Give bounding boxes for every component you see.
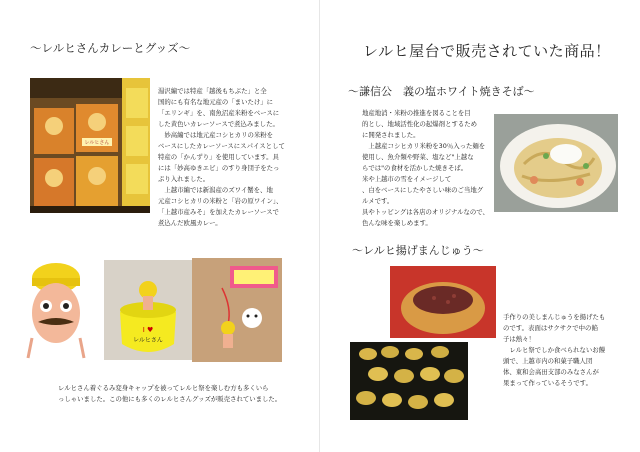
goods-description: レルヒさん着ぐるみ変身キャップを被ってレルヒ祭を楽しむ方も多くいら っしゃいました。この他にも多くのレルヒさんグッズが販売されていました。: [58, 384, 282, 403]
yakisoba-heading: ～謙信公 義の塩ホワイト焼きそば～: [348, 85, 535, 98]
egg-cup-photo: [104, 260, 192, 360]
egg-logo-bottom: レルヒさん: [133, 337, 163, 344]
product-box-label: レルヒさん: [84, 140, 110, 146]
manju-heading: ～レルヒ揚げまんじゅう～: [352, 244, 484, 257]
manju-cut-photo: [390, 266, 496, 338]
right-heading: レルヒ屋台で販売されていた商品！: [363, 42, 611, 60]
curry-boxes-photo: [30, 78, 150, 213]
strap-photo: [192, 258, 282, 362]
egg-logo-top: I ♥: [142, 326, 154, 334]
manju-description: 手作りの美しまんじゅうを揚げたも のです。表面はサクサクで中の餡 子は熱々！ レルヒ祭でしか食べられないお饅 頭で、上越市内の和菓子職人団 体、東和会高田支部のみなさんが 果まって作っているそうです。: [503, 313, 606, 387]
left-heading: ～レルヒさんカレーとグッズ～: [30, 41, 191, 55]
manju-frying-photo: [350, 342, 468, 420]
costume-cap-photo: [18, 258, 94, 362]
curry-description: 湯沢編では特産「越後もちぶた」と全 国的にも有名な地元産の「まいたけ」に 「エリンギ」を、南魚沼産米粉をベースに した黄色いカレーソースで煮込みました。 妙高編では地元産コシヒカリの米粉を ベースにしたカレーソースにスパイスとして 特産の「かんずり」を使用しています。具 には「妙高ゆきエビ」のすり身団子をたっ ぷり入れました。 上越市編では新潟産のズワイ蟹を、地 元産コシヒカリの米粉と「岩の原ワイン」、 「上越市産みそ」を加えたカレーソースで 煮込んだ欧風カレー。: [158, 87, 285, 227]
yakisoba-description: 地産地消・米粉の推進を図ることを目 的とし、地域活性化の起爆剤とするため に開発されました。 上越産コシヒカリ米粉を30％入った麺を 使用し、魚介類や野菜、塩など"上越な らでは"の食材を活かした焼きそば。 米や上越市の雪をイメージして 、白をベースにしたやさしい味のご当地グ ルメです。 具やトッピングは各店のオリジナルなので、 色んな味を楽しめます。: [362, 109, 489, 227]
yakisoba-photo: [494, 114, 618, 212]
